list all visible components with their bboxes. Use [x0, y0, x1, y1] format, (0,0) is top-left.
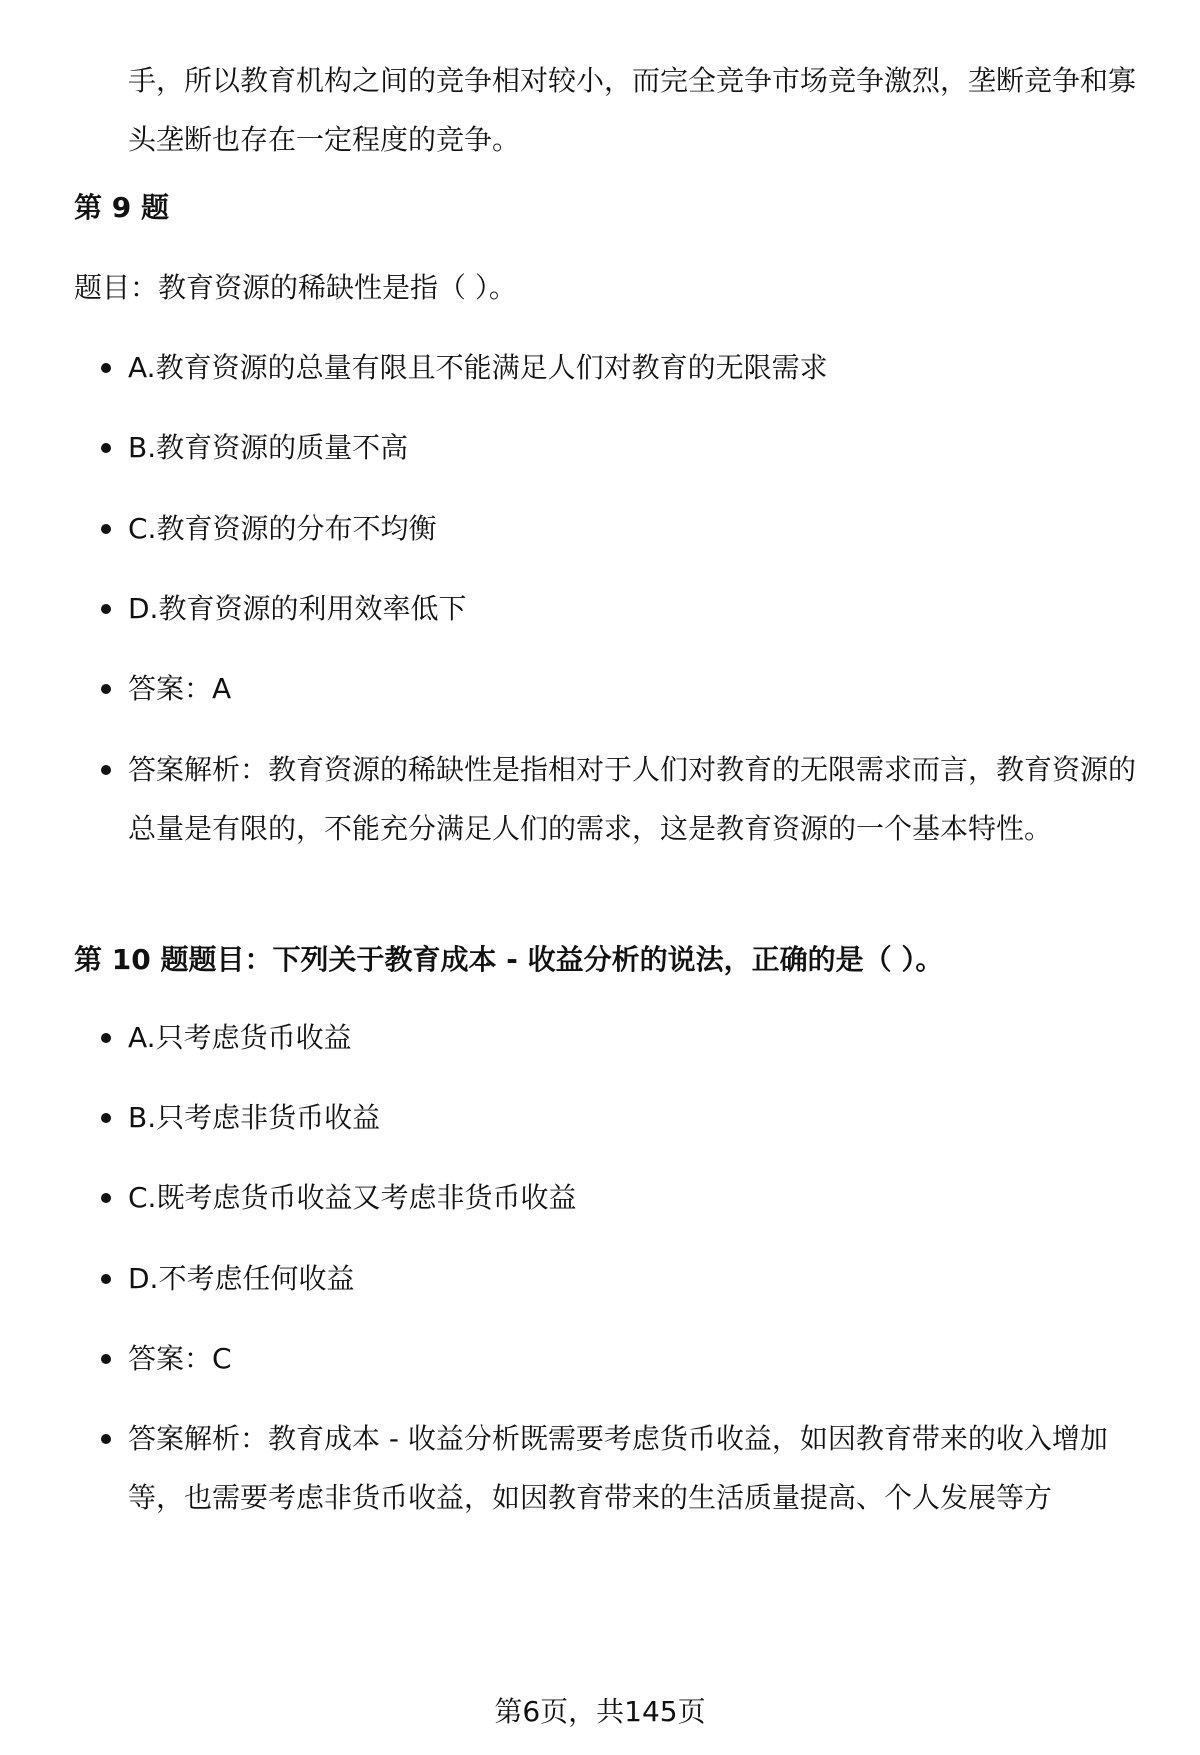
q9-analysis [128, 740, 1138, 858]
q9-option-a [128, 338, 1138, 397]
q9-option-a-text: A.教育资源的总量有限且不能满足人们对教育的无限需求 [128, 351, 828, 384]
question-9-text: 题目：教育资源的稀缺性是指（ ）。 [74, 271, 517, 304]
q9-analysis-text: 答案解析：教育资源的稀缺性是指相对于人们对教育的无限需求而言，教育资源的总量是有限的，不能充分满足人们的需求，这是教育资源的一个基本特性。 [128, 753, 1137, 845]
question-10-heading: 第 10 题题目：下列关于教育成本 - 收益分析的说法，正确的是（ ）。 [74, 943, 944, 976]
q10-option-a [128, 1008, 1138, 1067]
bullet-icon [101, 1193, 111, 1203]
bullet-icon [101, 443, 111, 453]
bullet-icon [101, 1434, 111, 1444]
q9-option-c-text: C.教育资源的分布不均衡 [128, 512, 437, 545]
q9-answer [128, 659, 1138, 718]
q10-option-b [128, 1088, 1138, 1147]
bullet-icon [101, 684, 111, 694]
q9-answer-text: 答案：A [128, 672, 232, 705]
q9-option-c [128, 499, 1138, 558]
q10-answer [128, 1329, 1138, 1388]
bullet-icon [101, 604, 111, 614]
q9-option-d [128, 579, 1138, 638]
bullet-icon [101, 1113, 111, 1123]
q10-option-d [128, 1249, 1138, 1308]
q10-option-b-text: B.只考虑非货币收益 [128, 1101, 381, 1134]
bullet-icon [101, 765, 111, 775]
q9-option-b-text: B.教育资源的质量不高 [128, 431, 409, 464]
page-footer: 第6页，共145页 [494, 1695, 706, 1728]
q10-option-a-text: A.只考虑货币收益 [128, 1021, 352, 1054]
q10-option-d-text: D.不考虑任何收益 [128, 1262, 355, 1295]
q10-analysis [128, 1409, 1138, 1527]
bullet-icon [101, 1354, 111, 1364]
q9-option-d-text: D.教育资源的利用效率低下 [128, 592, 467, 625]
bullet-icon [101, 1033, 111, 1043]
q10-analysis-text: 答案解析：教育成本 - 收益分析既需要考虑货币收益，如因教育带来的收入增加等，也需要考虑非货币收益，如因教育带来的生活质量提高、个人发展等方 [128, 1422, 1108, 1514]
bullet-icon [101, 524, 111, 534]
bullet-icon [101, 363, 111, 373]
bullet-icon [101, 1274, 111, 1284]
question-9-heading: 第 9 题 [74, 191, 169, 224]
q10-option-c-text: C.既考虑货币收益又考虑非货币收益 [128, 1181, 577, 1214]
continuation-paragraph: 手，所以教育机构之间的竞争相对较小，而完全竞争市场竞争激烈，垄断竞争和寡头垄断也存在一定程度的竞争。 [128, 64, 1137, 156]
q9-option-b [128, 418, 1138, 477]
q10-option-c [128, 1168, 1138, 1227]
q10-answer-text: 答案：C [128, 1342, 232, 1375]
